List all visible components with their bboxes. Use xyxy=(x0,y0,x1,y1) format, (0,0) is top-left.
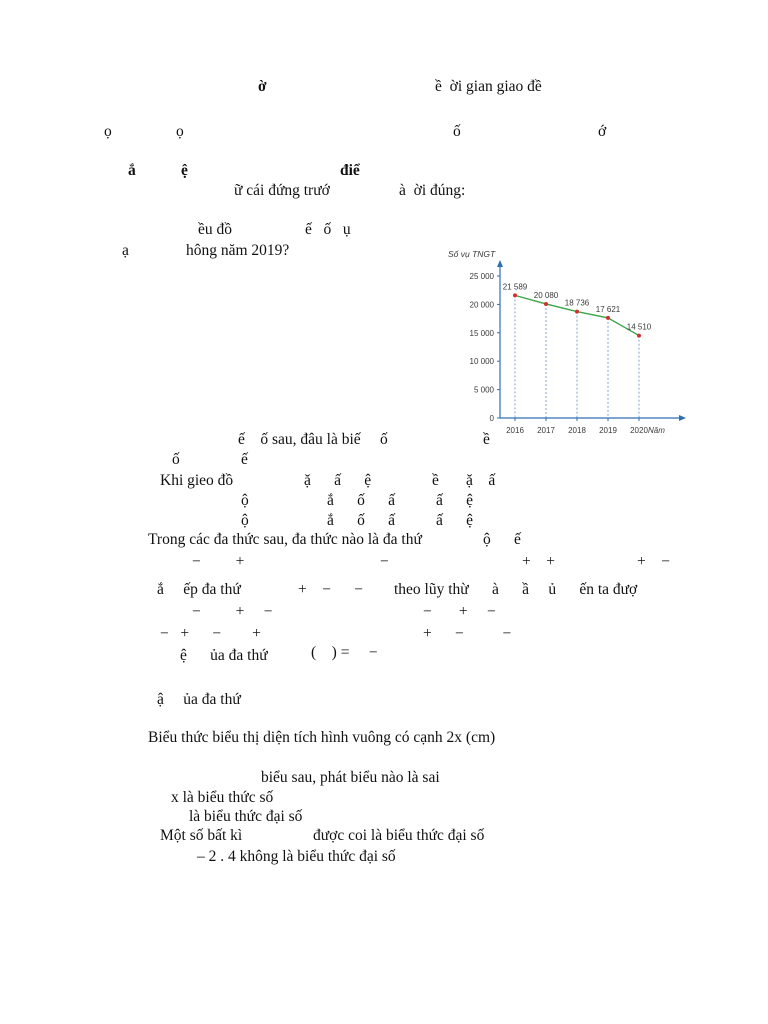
data-label: 17 621 xyxy=(595,304,621,314)
text-line-l51: – 2 . 4 không là biểu thức đại số xyxy=(197,848,396,865)
text-line-l36: + − − xyxy=(298,581,363,598)
text-line-l30: ộ ế xyxy=(483,531,521,548)
x-axis-arrow xyxy=(679,415,686,421)
text-line-l15: hông năm 2019? xyxy=(186,242,290,259)
y-tick-label: 25 000 xyxy=(469,272,494,281)
text-line-l48: là biểu thức đại số xyxy=(189,808,303,825)
text-line-l28: ấ ệ xyxy=(436,512,474,529)
data-point xyxy=(637,334,641,338)
text-line-l37: theo lũy thừ à ầ ủ ến ta đượ xyxy=(394,581,638,598)
text-line-l50: được coi là biểu thức đại số xyxy=(313,827,485,844)
text-line-l05: ố xyxy=(453,123,461,140)
text-line-l26: ộ xyxy=(241,512,249,529)
chart-y-axis-label: Số vụ TNGT xyxy=(448,249,496,259)
text-line-l02: ề ời gian giao đề xyxy=(435,78,542,95)
x-tick-label: 2016 xyxy=(506,426,524,435)
text-line-l16: ế ố sau, đâu là biế ố xyxy=(238,431,388,448)
text-line-l19: ế xyxy=(241,451,248,468)
data-label: 21 589 xyxy=(502,282,528,292)
data-label: 20 080 xyxy=(533,290,559,300)
x-tick-label: 2019 xyxy=(599,426,617,435)
text-line-l49: Một số bất kì xyxy=(160,827,243,844)
y-tick-label: 5 000 xyxy=(473,385,494,395)
x-tick-label: 2017 xyxy=(537,426,555,435)
data-label: 14 510 xyxy=(626,322,652,332)
text-line-l40: − + − + xyxy=(160,625,261,642)
text-line-l25: ấ ệ xyxy=(436,492,474,509)
text-line-l24: ắ ố ấ xyxy=(327,492,396,509)
text-line-l18: ố xyxy=(172,451,180,468)
y-axis-arrow xyxy=(497,260,503,267)
text-line-l44: ậ ủa đa thứ xyxy=(157,691,241,708)
text-line-l13: ế ố ụ xyxy=(305,221,351,238)
text-line-l34: + − xyxy=(637,553,670,570)
text-line-l09: điể xyxy=(340,162,360,179)
text-line-l20: Khi gieo đồ xyxy=(160,472,234,489)
text-line-l29: Trong các đa thức sau, đa thức nào là đa thứ xyxy=(148,531,422,548)
text-line-l10: ữ cái đứng trướ xyxy=(234,182,330,199)
text-line-l47: x là biểu thức số xyxy=(171,789,274,806)
text-line-l45: Biểu thức biểu thị diện tích hình vuông có cạnh 2x (cm) xyxy=(148,729,496,746)
text-line-l38: − + − xyxy=(192,603,273,620)
y-tick-label: 20 000 xyxy=(469,300,494,310)
text-line-l46: biểu sau, phát biểu nào là sai xyxy=(261,769,440,786)
data-point xyxy=(606,316,610,320)
text-line-l21: ặ ấ ệ xyxy=(304,472,372,489)
text-line-l23: ộ xyxy=(241,492,249,509)
y-tick-label: 15 000 xyxy=(469,328,494,338)
text-line-l41: + − − xyxy=(423,625,512,642)
text-line-l33: + + xyxy=(522,553,555,570)
chart-x-ticks xyxy=(506,418,648,435)
text-line-l32: − xyxy=(380,553,389,570)
data-point xyxy=(575,310,579,314)
data-point xyxy=(544,302,548,306)
text-line-l01: ờ xyxy=(258,78,267,95)
text-line-l12: ều đồ xyxy=(198,221,233,238)
text-line-l14: ạ xyxy=(122,242,129,259)
accident-count-line-chart xyxy=(440,244,696,440)
x-tick-label: 2018 xyxy=(568,426,586,435)
text-line-l22: ề ặ ấ xyxy=(432,472,496,489)
text-line-l06: ớ xyxy=(598,123,607,140)
chart-y-ticks xyxy=(470,272,500,423)
text-line-l27: ắ ố ấ xyxy=(327,512,396,529)
text-line-l11: à ời đúng: xyxy=(399,182,466,199)
text-line-l39: − + − xyxy=(423,603,496,620)
text-line-l07: ắ xyxy=(128,162,136,179)
y-tick-label: 0 xyxy=(489,414,494,423)
data-label: 18 736 xyxy=(564,298,590,308)
text-line-l35: ắ ếp đa thứ xyxy=(157,581,241,598)
x-tick-label: 2020 xyxy=(630,426,648,435)
text-line-l03: ọ xyxy=(104,123,112,140)
data-point xyxy=(513,293,517,297)
text-line-l04: ọ xyxy=(176,123,184,140)
text-line-l43: ( ) = − xyxy=(311,644,378,661)
chart-x-axis-label: Năm xyxy=(648,426,665,435)
y-tick-label: 10 000 xyxy=(469,357,494,367)
text-line-l42: ệ ủa đa thứ xyxy=(180,647,268,664)
chart-guide-lines xyxy=(515,295,639,418)
text-line-l31: − + xyxy=(192,553,245,570)
text-line-l17: ề xyxy=(483,431,490,448)
text-line-l08: ệ xyxy=(181,162,188,179)
